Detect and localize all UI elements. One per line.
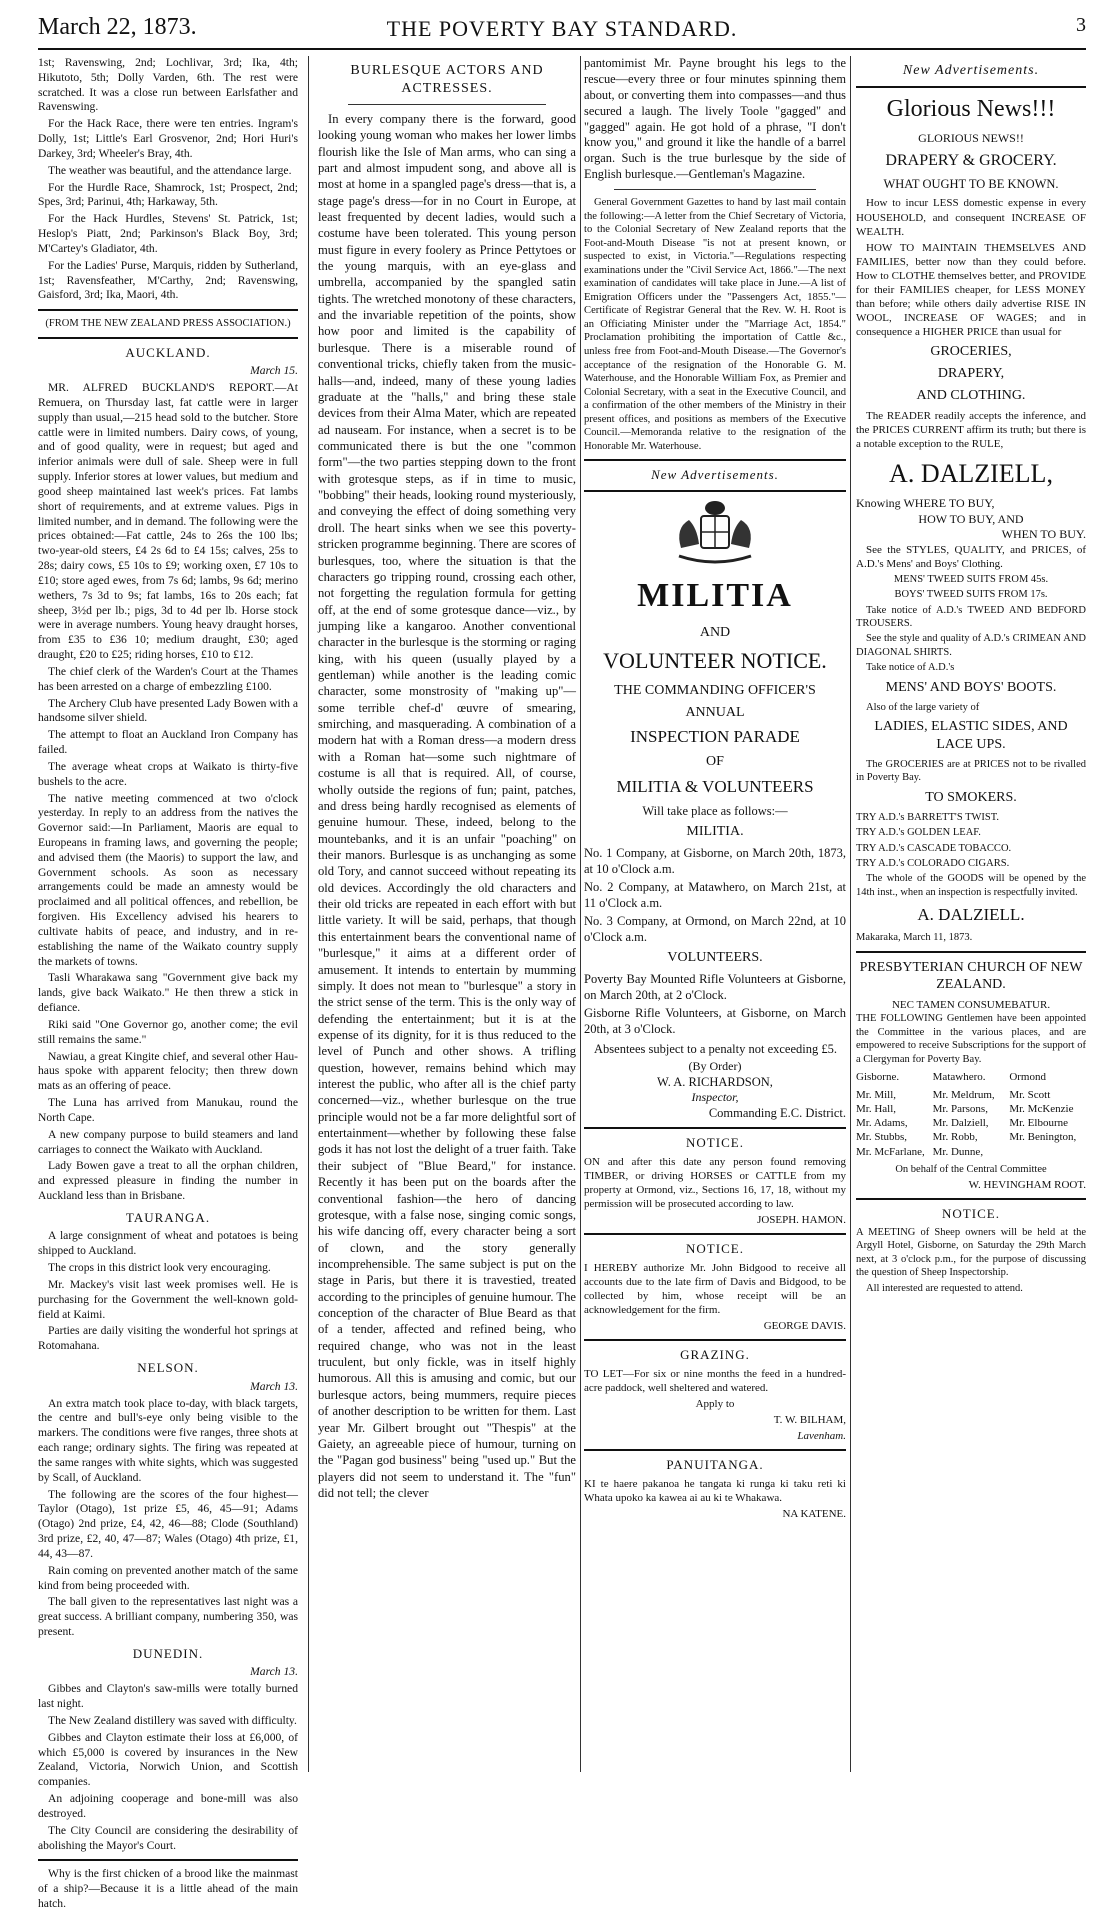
notice-signer: JOSEPH. HAMON. bbox=[757, 1214, 846, 1227]
paragraph: For the Hurdle Race, Shamrock, 1st; Prospect, 2nd; Spes, 3rd; Parinui, 4th; Harkaway, 5th. bbox=[38, 180, 298, 209]
behalf-line: On behalf of the Central Committee bbox=[895, 1163, 1047, 1175]
notice-place: Lavenham. bbox=[797, 1430, 846, 1443]
dateline: March 13. bbox=[250, 1665, 298, 1679]
take-place-line: Will take place as follows:— bbox=[642, 803, 788, 818]
column-rule bbox=[850, 56, 851, 1772]
divider bbox=[856, 951, 1086, 953]
ad-signer: A. DALZIELL. bbox=[917, 905, 1025, 925]
committee-member: Mr. Stubbs, bbox=[856, 1131, 908, 1144]
column-rule bbox=[580, 56, 581, 1772]
drapery-grocery-line: DRAPERY & GROCERY. bbox=[885, 151, 1057, 169]
dateline: March 13. bbox=[250, 1379, 298, 1393]
volunteer-schedule: Poverty Bay Mounted Rifle Volunteers at Gisborne, on March 20th, at 2 o'Clock. bbox=[584, 971, 846, 1002]
notice-closing: All interested are requested to attend. bbox=[866, 1282, 1023, 1294]
tobacco-item: TRY A.D.'s GOLDEN LEAF. bbox=[856, 827, 981, 839]
ad-paragraph: Also of the large variety of bbox=[866, 701, 980, 713]
paragraph: Parties are daily visiting the wonderful hot springs at Rotomahana. bbox=[38, 1324, 298, 1353]
ad-paragraph: Take notice of A.D.'s TWEED AND BEDFORD TROUSERS. bbox=[856, 604, 1086, 629]
company-schedule: No. 1 Company, at Gisborne, on March 20th, 1873, at 10 o'Clock a.m. bbox=[584, 845, 846, 876]
notice-apply: Apply to bbox=[695, 1398, 735, 1411]
paragraph: Riki said "One Governor go, another come; the evil still remains the same." bbox=[38, 1017, 298, 1046]
militia-title: MILITIA bbox=[637, 577, 793, 615]
notice-heading: GRAZING. bbox=[680, 1347, 750, 1363]
knowing-line: Knowing WHERE TO BUY, bbox=[856, 496, 995, 511]
divider bbox=[584, 1449, 846, 1451]
annual-line: ANNUAL bbox=[685, 704, 745, 720]
committee-member: Mr. Robb, bbox=[932, 1131, 978, 1144]
divider bbox=[584, 459, 846, 461]
divider bbox=[348, 104, 546, 105]
paragraph: The following are the scores of the four highest—Taylor (Otago), 1st prize £5, 46, 45—91; Adams (Otago) 2nd prize, £4, 42, 46—88; Clode (Southland) 3rd prize, £2, 40, 47—87; Wales (Otago) 4th prize, £1, 44, 43—87. bbox=[38, 1487, 298, 1560]
committee-member: Mr. McKenzie bbox=[1009, 1103, 1074, 1116]
sheep-owners-notice bbox=[856, 1206, 1086, 1295]
ads-heading: New Advertisements. bbox=[902, 63, 1040, 78]
ad-paragraph: See the STYLES, QUALITY, and PRICES, of A.D.'s Mens' and Boys' Clothing. bbox=[856, 543, 1086, 570]
divider bbox=[38, 309, 298, 311]
accounts-notice bbox=[584, 1241, 846, 1333]
paragraph: The average wheat crops at Waikato is thirty-five bushels to the acre. bbox=[38, 759, 298, 788]
committee-member: Mr. Elbourne bbox=[1009, 1117, 1068, 1130]
committee-member: Mr. Dunne, bbox=[932, 1145, 984, 1158]
presbyterian-heading: PRESBYTERIAN CHURCH OF NEW ZEALAND. bbox=[859, 959, 1083, 993]
notice-signer: T. W. BILHAM, bbox=[773, 1414, 846, 1427]
groceries-line: GROCERIES, bbox=[930, 344, 1012, 360]
committee-member: Mr. Benington, bbox=[1009, 1131, 1077, 1144]
volunteers-subheading: VOLUNTEERS. bbox=[667, 949, 763, 965]
committee-places bbox=[856, 1070, 1086, 1084]
section-heading-nelson: NELSON. bbox=[137, 1360, 199, 1376]
ad-paragraph: Take notice of A.D.'s bbox=[866, 662, 955, 674]
committee-member: Mr. Adams, bbox=[856, 1117, 908, 1130]
how-to-buy-line: HOW TO BUY, AND bbox=[918, 511, 1024, 526]
company-schedule: No. 2 Company, at Matawhero, on March 21st, at 11 o'Clock a.m. bbox=[584, 879, 846, 910]
signer-district: Commanding E.C. District. bbox=[708, 1106, 846, 1121]
paragraph: Tasli Wharakawa sang "Government give back my lands, give back Waikato." He then threw a stick in defiance. bbox=[38, 971, 298, 1015]
divider bbox=[584, 490, 846, 492]
committee-member: Mr. Mill, bbox=[856, 1089, 897, 1102]
paragraph: A large consignment of wheat and potatoes is being shipped to Auckland. bbox=[38, 1229, 298, 1258]
paragraph: The New Zealand distillery was saved with difficulty. bbox=[48, 1713, 297, 1727]
notice-text: ON and after this date any person found removing TIMBER, or driving HORSES or CATTLE from my property at Ormond, viz., Sections 16, 17, 18, without my permission will be prosecuted according to law. bbox=[584, 1155, 846, 1211]
page-header bbox=[38, 8, 1086, 50]
paragraph: The Archery Club have presented Lady Bowen with a handsome silver shield. bbox=[38, 696, 298, 725]
section-heading-dunedin: DUNEDIN. bbox=[132, 1645, 204, 1661]
paragraph: The weather was beautiful, and the attendance large. bbox=[48, 163, 292, 177]
committee-names bbox=[856, 1088, 1086, 1158]
paragraph: Gibbes and Clayton estimate their loss at £6,000, of which £5,000 is covered by insurances in the New Zealand, Victoria, Norwich Union, and Scottish companies. bbox=[38, 1730, 298, 1789]
committee-member: Mr. Scott bbox=[1009, 1089, 1051, 1102]
paragraph: The crops in this district look very encouraging. bbox=[48, 1261, 271, 1275]
tobacco-item: TRY A.D.'s BARRETT'S TWIST. bbox=[856, 811, 1000, 823]
paragraph: MR. ALFRED BUCKLAND'S REPORT.—At Remuera, on Thursday last, fat cattle were in larger supply than usual,—215 head sold to the butcher. Store cattle were in limited numbers. Dairy cows, of young, and of good quality, were in request; but aged and inferior animals were dull of sale. Sheep were in full supply. Inferior stores at lower values, but medium and good sheep maintained last week's prices. Fat lambs short of requirements, and at extreme values. Pigs in limited number, and in demand. The following were the prices obtained:—Fat cattle, 24s to 26s the 100 lbs; two-year-old steers, £4 2s 6d to £4 15s; calves, 25s to 28s; dairy cows, £5 10s to £9; working oxen, £7 10s to £10; store aged ewes, from 7s 6d; lambs, 9s 6d; merino wethers, 7s 3d to 9s; fat lambs, 16s to 20s each; fat sheep, 3½d per lb.; pigs, 3d to 4d per lb. Horse stock were in average numbers. Young heavy draught horses, from £35 to £36 10; medium draught, £30; aged draught, £20 to £25; riding horses, £10 to £12. bbox=[38, 381, 298, 662]
notice-text: THE FOLLOWING Gentlemen have been appointed the Committee in the various places, and are empowered to receive Subscriptions for the support of a Clergyman for Poverty Bay. bbox=[856, 1013, 1086, 1065]
article-heading-burlesque: BURLESQUE ACTORS AND ACTRESSES. bbox=[350, 63, 544, 96]
signer-title: Inspector, bbox=[691, 1089, 739, 1104]
place-name: Ormond bbox=[1009, 1071, 1046, 1084]
grazing-notice bbox=[584, 1347, 846, 1443]
paragraph: An adjoining cooperage and bone-mill was also destroyed. bbox=[38, 1792, 298, 1820]
militia-volunteers-line: MILITIA & VOLUNTEERS bbox=[616, 777, 814, 797]
militia-notice bbox=[584, 498, 846, 1121]
signer-name: W. A. RICHARDSON, bbox=[657, 1074, 773, 1089]
notice-heading: PANUITANGA. bbox=[666, 1457, 764, 1473]
paragraph: Nawiau, a great Kingite chief, and several other Hau-haus spoke with apparent felocity; then threw down mats as an offering of peace. bbox=[38, 1049, 298, 1093]
notice-heading: NOTICE. bbox=[686, 1135, 744, 1151]
notice-signer: GEORGE DAVIS. bbox=[763, 1320, 846, 1333]
column-rule bbox=[308, 56, 309, 1772]
column-2 bbox=[318, 56, 576, 1776]
dateline: March 15. bbox=[250, 364, 298, 378]
suit-price: MENS' TWEED SUITS FROM 45s. bbox=[893, 573, 1049, 585]
panuitanga-notice bbox=[584, 1457, 846, 1521]
paragraph: For the Hack Hurdles, Stevens' St. Patrick, 1st; Heslop's Piatt, 2nd; Parkinson's Black Boy, 3rd; M'Cartey's Gladiator, 4th. bbox=[38, 212, 298, 255]
absentees-line: Absentees subject to a penalty not exceeding £5. bbox=[594, 1041, 837, 1056]
tobacco-item: TRY A.D.'s COLORADO CIGARS. bbox=[856, 858, 1010, 869]
paragraph: An extra match took place to-day, with black targets, the centre and bull's-eye only being visible to the markers. The conditions were five ranges, three shots at each range; ordinary sights. The firing was repeated at the same ranges with white sights, which was suggested by Scall, of Auckland. bbox=[38, 1396, 298, 1484]
committee-member: Mr. Meldrum, bbox=[932, 1089, 995, 1102]
notice-text: KI te haere pakanoa he tangata ki runga ki taku reti ki Whata upoko ka kawea ai au ki te Whakawa. bbox=[584, 1478, 846, 1505]
committee-member: Mr. Hall, bbox=[856, 1103, 897, 1116]
ads-heading: New Advertisements. bbox=[651, 467, 779, 483]
paragraph: Gibbes and Clayton's saw-mills were totally burned last night. bbox=[38, 1682, 298, 1711]
section-heading-tauranga: TAURANGA. bbox=[125, 1209, 211, 1225]
article-continuation: pantomimist Mr. Payne brought his legs to the rescue—every three or four minutes spinning them about, or converting them into compasses—and thus secured a laugh. The lively Toole "gagged" and "gagged" again. He got hold of a phrase, "I don't know you," and ground it like the handle of a barrel organ. Such is the true burlesque by the side of English burlesque.—Gentleman's Magazine. bbox=[584, 56, 846, 182]
notice-text: I HEREBY authorize Mr. John Bidgood to receive all accounts due to the late firm of Davis and Bidgood, to be collected by him, whose receipt will be an acknowledgement for the firm. bbox=[584, 1261, 846, 1317]
ought-to-be-known: WHAT OUGHT TO BE KNOWN. bbox=[883, 177, 1059, 192]
divider bbox=[38, 337, 298, 339]
by-order: (By Order) bbox=[688, 1058, 742, 1073]
ad-place-date: Makaraka, March 11, 1873. bbox=[856, 932, 973, 944]
place-name: Matawhero. bbox=[932, 1071, 986, 1084]
paragraph: The native meeting commenced at two o'clock yesterday. In reply to an address from the natives the Governor said:—In Parliament, Maoris are equal to Europeans in framing laws, and governing the people; and advised them (the Maoris) to support the law, and Government schools. As soon as necessary arrangements could be made an amnesty would be proclaimed and all political offences, and rebellion, be forgiven. His Excellency advised his hearers to cultivate habits of peace, and industry, and in re-establishing the name of the Waikato country supply the markets of towns. bbox=[38, 791, 298, 968]
notice-heading: NOTICE. bbox=[686, 1241, 744, 1257]
column-3 bbox=[584, 56, 846, 1776]
committee-member: Mr. Dalziell, bbox=[932, 1117, 989, 1130]
notice-heading: NOTICE. bbox=[942, 1206, 1000, 1222]
paragraph: Lady Bowen gave a treat to all the orphan children, and expressed pleasure in finding the number in Auckland less than in Brisbane. bbox=[38, 1159, 298, 1203]
divider bbox=[614, 189, 816, 190]
tobacco-item: TRY A.D.'s CASCADE TOBACCO. bbox=[856, 842, 1012, 854]
paragraph: A new company purpose to build steamers and land carriages to connect the Waikato with Auckland. bbox=[38, 1127, 298, 1156]
divider bbox=[856, 86, 1086, 88]
ad-paragraph: See the style and quality of A.D.'s CRIMEAN AND DIAGONAL SHIRTS. bbox=[856, 633, 1086, 658]
suit-price: BOYS' TWEED SUITS FROM 17s. bbox=[894, 589, 1048, 601]
divider bbox=[584, 1339, 846, 1341]
column-1 bbox=[38, 56, 298, 1911]
church-motto: NEC TAMEN CONSUMEBATUR. bbox=[891, 999, 1051, 1012]
notice-text: A MEETING of Sheep owners will be held at the Argyll Hotel, Gisborne, on Saturday the 29th March next, at 3 o'clock p.m., for the purpose of discussing the question of Sheep Inspectorship. bbox=[856, 1226, 1086, 1279]
paragraph: For the Hack Race, there were ten entries. Ingram's Dolly, 1st; Little's Earl Grosvenor, 2nd; Hori Huri's Darkey, 3rd; Wheeler's Bray, 4th. bbox=[38, 117, 298, 160]
issue-date: March 22, 1873. bbox=[38, 14, 197, 40]
dalziell-advert bbox=[856, 94, 1086, 945]
when-to-buy-line: WHEN TO BUY. bbox=[1001, 527, 1086, 542]
divider bbox=[856, 1198, 1086, 1200]
notice-text: TO LET—For six or nine months the feed in a hundred-acre paddock, well sheltered and watered. bbox=[584, 1368, 846, 1395]
paragraph: The attempt to float an Auckland Iron Company has failed. bbox=[38, 728, 298, 757]
page-number: 3 bbox=[1076, 14, 1086, 36]
presbyterian-notice bbox=[856, 959, 1086, 1193]
volunteer-schedule: Gisborne Rifle Volunteers, at Gisborne, on March 20th, at 3 o'Clock. bbox=[584, 1005, 846, 1036]
masthead: THE POVERTY BAY STANDARD. bbox=[386, 16, 738, 41]
paragraph: Mr. Mackey's visit last week promises well. He is purchasing for the Government the well-known gold-field at Kaimi. bbox=[38, 1277, 298, 1321]
paragraph: The Luna has arrived from Manukau, round the North Cape. bbox=[38, 1096, 298, 1124]
ad-paragraph: The READER readily accepts the inference, and the PRICES CURRENT affirm its truth; but there is a notable exception to the RULE, bbox=[856, 409, 1086, 451]
company-schedule: No. 3 Company, at Ormond, on March 22nd, at 10 o'Clock a.m. bbox=[584, 913, 846, 944]
ad-paragraph: How to incur LESS domestic expense in every HOUSEHOLD, and consequent INCREASE OF WEALTH. bbox=[856, 197, 1086, 238]
committee-member: Mr. Parsons, bbox=[932, 1103, 988, 1116]
divider bbox=[38, 1859, 298, 1861]
dalziell-name: A. DALZIELL, bbox=[889, 459, 1053, 489]
gazette-paragraph: General Government Gazettes to hand by last mail contain the following:—A letter from the Chief Secretary of Victoria, to the Colonial Secretary of New Zealand reports that the Foot-and-Mouth Disease "is not at present known, or suspected to exist, in Victoria."—Regulations respecting examinations under the "Civil Service Act, 1866."—The next examination of candidates will take place in June.—A list of Emigration Officers under the "Passengers Act, 1855."—Certificate of Registrar General that the Rev. W. H. Root is an Officiating Minister under the "Marriage Act, 1854." Proclamation prohibiting the importation of Cattle &c., unless free from Foot-and-Mouth Disease.—The Governor's acceptance of the resignation of the Honorable G. M. Waterhouse, and the Honorable William Fox, as Premier and Colonial Secretary, with a seat in the Executive Council, and a confirmation of the other members of the Ministry in their present offices, and positions as members of the Executive Council.—Memoranda relative to the resignation of the Honorable Mr. Waterhouse. bbox=[584, 197, 846, 452]
place-name: Gisborne. bbox=[856, 1071, 900, 1084]
militia-and: AND bbox=[699, 624, 731, 640]
commanding-officer-line: THE COMMANDING OFFICER'S bbox=[614, 682, 816, 698]
paragraph: The City Council are considering the desirability of abolishing the Mayor's Court. bbox=[38, 1823, 298, 1852]
committee-member: Mr. McFarlane, bbox=[856, 1145, 925, 1158]
drapery-line: DRAPERY, bbox=[937, 366, 1005, 382]
ad-paragraph: HOW TO MAINTAIN THEMSELVES AND FAMILIES, better now than they could before. How to CLOTHE themselves better, and PROVIDE for their FAMILIES cheaper, for LESS MONEY than before; while others daily advertise RISE IN WOOL, INCREASE OF WAGES; and in consequence a HIGHER PRICE than usual for bbox=[856, 241, 1086, 339]
section-heading-auckland: AUCKLAND. bbox=[125, 344, 211, 360]
press-association-label: (FROM THE NEW ZEALAND PRESS ASSOCIATION.) bbox=[45, 318, 291, 330]
racing-results bbox=[38, 56, 298, 303]
closing-riddle: Why is the first chicken of a brood like the mainmast of a ship?—Because it is a little ahead of the main hatch. bbox=[38, 1867, 298, 1911]
paragraph: Rain coming on prevented another match of the same kind from being proceeded with. bbox=[38, 1563, 298, 1592]
ad-paragraph: The GROCERIES are at PRICES not to be rivalled in Poverty Bay. bbox=[856, 758, 1086, 784]
clothing-line: AND CLOTHING. bbox=[916, 388, 1026, 404]
volunteer-notice-title: VOLUNTEER NOTICE. bbox=[603, 648, 827, 674]
militia-subheading: MILITIA. bbox=[686, 823, 744, 839]
glorious-news-sub: GLORIOUS NEWS!! bbox=[918, 130, 1024, 145]
glorious-news-headline: Glorious News!!! bbox=[886, 95, 1056, 122]
notice-signer: NA KATENE. bbox=[782, 1508, 846, 1521]
notice-signer: W. HEVINGHAM ROOT. bbox=[968, 1179, 1086, 1192]
smokers-heading: TO SMOKERS. bbox=[925, 789, 1017, 805]
boots-line: MENS' AND BOYS' BOOTS. bbox=[885, 679, 1057, 695]
paragraph: For the Ladies' Purse, Marquis, ridden by Sutherland, 1st; Ravensfeather, M'Carthy, 2nd; Ravenswing, Gaisford, 3rd; Ika, Maori, 4th. bbox=[38, 258, 298, 302]
divider bbox=[584, 1127, 846, 1129]
paragraph: 1st; Ravenswing, 2nd; Lochlivar, 3rd; Ika, 4th; Hikutoto, 5th; Dolly Varden, 6th. The rest were scratched. It was a close run between Earlsfather and Ravenswing. bbox=[38, 56, 298, 114]
column-4 bbox=[856, 56, 1086, 1776]
article-body: In every company there is the forward, good looking young woman who makes her lower limbs flourish like the Isle of Man arms, who can sing a part and almost impudent song, and above all is most at home in a spangled page's dress—that is, a stage page's dress—for in no Court in Europe, at least frequented by decent ladies, would such a costume have been tolerated. This young person must figure in every foolery as Prince Pettytoes or the young marquis, with an eye-glass and umbrella, accompanied by the spangled satin tights. The wretched monotony of these characters, and the invariable repetition of the points, show how poor and limited is the capability of burlesque. There is a miserable round of conventional tricks, chiefly taken from the music-halls—and, indeed, many of these young ladies graduate at the "halls," and bring these stale devices from their Alma Mater, which are repeated ad nauseam. For instance, when a secret is to be communicated there is but the one "common form"—the two parties stepping down to the front with grotesque steps, as if in time to music, "bobbing" their heads, looking round mysteriously, and conveying the effect of doing something very droll. The heart sinks when we see this poverty-stricken programme beginning. There are scores of burlesques, too, where the situation is that the characters go tripping round, crossing each other, not forgetting the regulation formula for getting off, at the end of some grotesque dance—viz., by jumping like a kangaroo. Another conventional character in the burlesque is the storming or raging king, with his queen (usually played by a gentleman) while another is the leading comic character, some monstrosity of "making up"—some terrible chef-d' œuvre of smearing, smirching, and masquerading. A combination of a modern hat with a Roman dress—a modern dress with a Roman hat—some such nightmare of costume is all that is required. All, of course, wholly outside the regions of fun; paint, patches, and dress being hardly recognised as elements of genuine humour. These, indeed, belong to the mountebanks, and it is an unfair "poaching" on their manors. Burlesque is as unchanging as some old Tory, and cannot succeed without repeating its old devices. Accordingly the old characters and their old tricks are repeated in each effort with but little variety. It will be said, perhaps, that though this entertainment bears the conventional name of "burlesque," it aims at a different order of amusement. It intends to entertain by mumming simply. It does not mean to "burlesque" a story in the strict sense of the term. This is the only way of defending the entertainment; but it is at the expense of its dignity, for it is thus reduced to the level of Punch and other shows. A trifling question, however, remains behind which may interest the public, who after all is the chief party concerned—viz., whether burlesque on the true principle would not be a far more delightful sort of entertainment—whether by following these false gods it has not lost the delight of a truer faith. Take their subject of "Blue Beard," for instance. Recently it has been put on the boards after the conventional fashion—the hero of dancing grotesque, with a false nose, singing comic songs, his wife dancing off, every character being a sort of clown, and the story generally incomprehensible. The same subject is put on the stage in Paris, but there it is travestied, treated according to the principles of genuine humour. The conception of the character of Blue Beard as that of a tender, affected and refined being, who required change, who was not in the least truculent, but only fickle, was in itself highly humorous. All this is amusing and comic, but our burlesque actors, being mummers, require pieces of another description to be written for them. Last year Mr. Gilbert brought out "Thespis" at the Gaiety, an agreeable piece of humour, turning on the "Pagan god business" being "used up." But the players did not seem to understand it. The "fun" did not tell; the clever bbox=[318, 111, 576, 1500]
inspection-parade-line: INSPECTION PARADE bbox=[630, 727, 800, 747]
ladies-boots-line: LADIES, ELASTIC SIDES, AND LACE UPS. bbox=[874, 719, 1068, 752]
paragraph: The chief clerk of the Warden's Court at the Thames has been arrested on a charge of embezzling £100. bbox=[38, 664, 298, 693]
ad-paragraph: The whole of the GOODS will be opened by the 14th inst., when an inspection is respectfully invited. bbox=[856, 873, 1086, 898]
royal-crest-icon bbox=[671, 498, 759, 568]
timber-notice bbox=[584, 1135, 846, 1227]
paragraph: The ball given to the representatives last night was a great success. A brilliant company, numbering 350, was present. bbox=[38, 1595, 298, 1638]
of-line: OF bbox=[706, 754, 724, 770]
divider bbox=[584, 1233, 846, 1235]
